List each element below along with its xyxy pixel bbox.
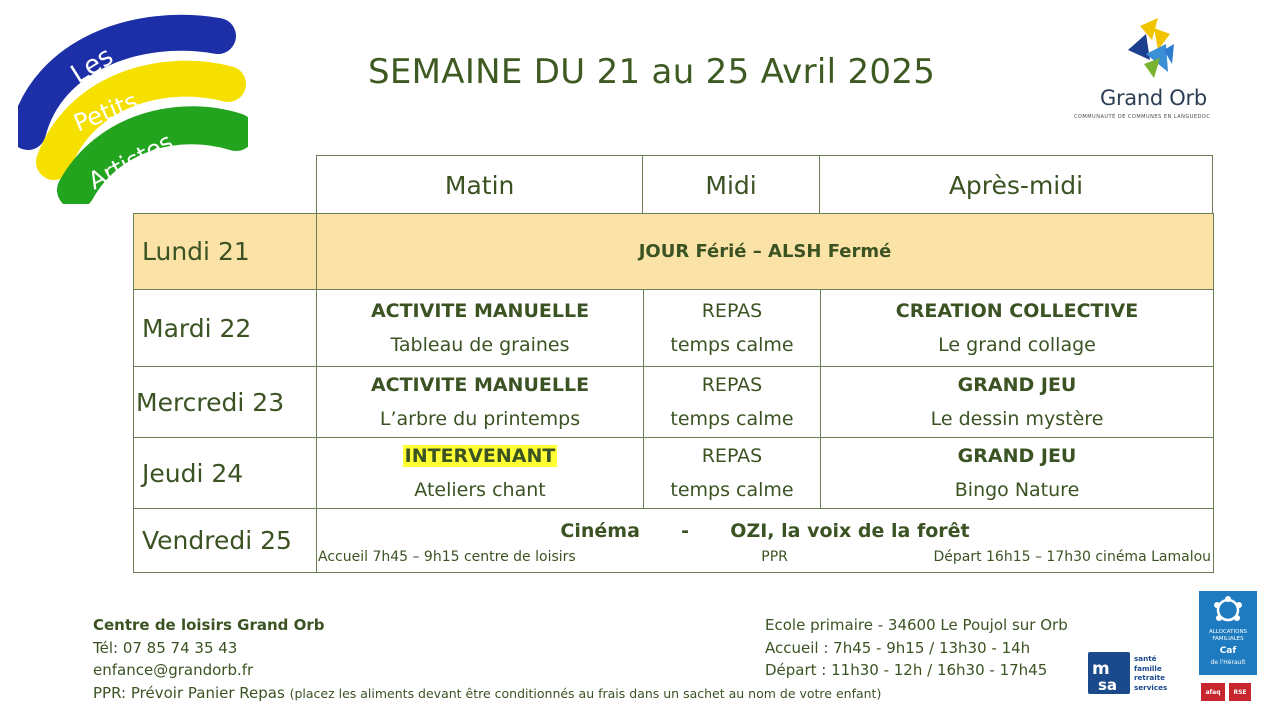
table-row bbox=[134, 367, 1214, 438]
footer-contact bbox=[93, 614, 881, 705]
svg-text:m: m bbox=[1092, 659, 1110, 679]
day-label: Vendredi 25 bbox=[134, 509, 317, 573]
msa-line: retraite bbox=[1134, 673, 1166, 682]
meal-label: REPAS bbox=[701, 445, 763, 467]
msa-logo bbox=[1088, 652, 1180, 696]
outing-type: Cinéma bbox=[560, 519, 640, 542]
outing-title bbox=[317, 514, 1213, 548]
header-matin: Matin bbox=[317, 156, 643, 214]
ppr-label: PPR: Prévoir Panier Repas bbox=[93, 683, 285, 702]
meal-label: REPAS bbox=[701, 374, 763, 396]
outing-film: OZI, la voix de la forêt bbox=[730, 519, 970, 542]
page-title: SEMAINE DU 21 au 25 Avril 2025 bbox=[368, 52, 936, 92]
logo-word-2: Petits bbox=[69, 86, 142, 138]
table-row bbox=[134, 290, 1214, 367]
holiday-notice: JOUR Férié – ALSH Fermé bbox=[317, 214, 1214, 290]
matin-cell bbox=[317, 290, 644, 367]
day-label: Lundi 21 bbox=[134, 214, 317, 290]
table-row bbox=[134, 509, 1214, 573]
activity-title: ACTIVITE MANUELLE bbox=[370, 374, 590, 396]
address: Ecole primaire - 34600 Le Poujol sur Orb bbox=[765, 616, 1068, 634]
caf-name: Caf bbox=[1219, 646, 1237, 656]
apres-midi-cell bbox=[821, 290, 1214, 367]
day-label: Mardi 22 bbox=[134, 290, 317, 367]
activity-detail: Le dessin mystère bbox=[930, 408, 1104, 430]
caf-logo bbox=[1199, 591, 1257, 675]
logo-word-1: Les bbox=[65, 41, 119, 90]
caf-region: de l'Hérault bbox=[1210, 659, 1246, 666]
outing-details bbox=[317, 548, 1213, 568]
footer-schedule bbox=[765, 614, 1068, 682]
highlighted-activity-title: INTERVENANT bbox=[404, 445, 556, 467]
msa-line: famille bbox=[1134, 663, 1162, 673]
grand-orb-emblem-icon bbox=[1068, 14, 1238, 84]
midi-cell bbox=[644, 438, 821, 509]
day-label: Jeudi 24 bbox=[134, 438, 317, 509]
svg-text:sa: sa bbox=[1098, 676, 1118, 694]
ppr-note-line bbox=[93, 682, 881, 706]
activity-detail: Ateliers chant bbox=[414, 479, 546, 501]
rest-label: temps calme bbox=[670, 408, 794, 430]
day-label: Mercredi 23 bbox=[134, 367, 317, 438]
rest-label: temps calme bbox=[670, 479, 794, 501]
outing-depart: Départ 16h15 – 17h30 cinéma Lamalou bbox=[933, 548, 1212, 565]
phone: Tél: 07 85 74 35 43 bbox=[93, 638, 238, 657]
les-petits-artistes-logo bbox=[18, 14, 248, 204]
activity-title: GRAND JEU bbox=[957, 445, 1077, 467]
activity-title: GRAND JEU bbox=[957, 374, 1077, 396]
grand-orb-tagline: COMMUNAUTÉ DE COMMUNES EN LANGUEDOC bbox=[1074, 114, 1211, 120]
caf-family-icon bbox=[1199, 593, 1257, 627]
msa-mark-icon bbox=[1088, 652, 1130, 694]
email: enfance@grandorb.fr bbox=[93, 661, 254, 679]
activity-detail: Bingo Nature bbox=[954, 479, 1080, 501]
centre-name: Centre de loisirs Grand Orb bbox=[93, 616, 325, 634]
midi-cell bbox=[644, 367, 821, 438]
meal-label: REPAS bbox=[701, 300, 763, 322]
weekly-schedule-table bbox=[133, 213, 1214, 573]
outing-ppr: PPR bbox=[761, 548, 788, 565]
caf-line1: ALLOCATIONS bbox=[1208, 629, 1248, 635]
logo-word-3: Artistes bbox=[83, 127, 178, 196]
accueil-hours: Accueil : 7h45 - 9h15 / 13h30 - 14h bbox=[765, 638, 1031, 657]
depart-hours: Départ : 11h30 - 12h / 16h30 - 17h45 bbox=[765, 661, 1048, 679]
table-row bbox=[134, 438, 1214, 509]
msa-line: services bbox=[1134, 682, 1168, 692]
apres-midi-cell bbox=[821, 367, 1214, 438]
outing-separator: - bbox=[681, 519, 690, 542]
msa-line: santé bbox=[1134, 654, 1157, 663]
grand-orb-name: Grand Orb bbox=[1100, 86, 1207, 110]
header-midi: Midi bbox=[643, 156, 820, 214]
apres-midi-cell bbox=[821, 438, 1214, 509]
activity-title: CREATION COLLECTIVE bbox=[895, 300, 1139, 322]
matin-cell bbox=[317, 367, 644, 438]
activity-title: ACTIVITE MANUELLE bbox=[370, 300, 590, 322]
grand-orb-logo bbox=[1068, 14, 1238, 132]
header-apres-midi: Après-midi bbox=[948, 170, 1084, 200]
outing-cell bbox=[317, 509, 1214, 573]
rse-badge: RSE bbox=[1229, 683, 1251, 701]
table-row bbox=[134, 214, 1214, 290]
rest-label: temps calme bbox=[670, 334, 794, 356]
activity-detail: L’arbre du printemps bbox=[379, 408, 581, 430]
matin-cell bbox=[317, 438, 644, 509]
ppr-note: (placez les aliments devant être conditionnés au frais dans un sachet au nom de votre enfant) bbox=[289, 685, 882, 701]
activity-detail: Tableau de graines bbox=[390, 334, 570, 356]
activity-detail: Le grand collage bbox=[938, 334, 1096, 356]
afaq-badge: afaq bbox=[1201, 683, 1225, 701]
schedule-header bbox=[316, 155, 1213, 214]
caf-line2: FAMILIALES bbox=[1212, 636, 1244, 642]
outing-accueil: Accueil 7h45 – 9h15 centre de loisirs bbox=[318, 548, 576, 565]
midi-cell bbox=[644, 290, 821, 367]
